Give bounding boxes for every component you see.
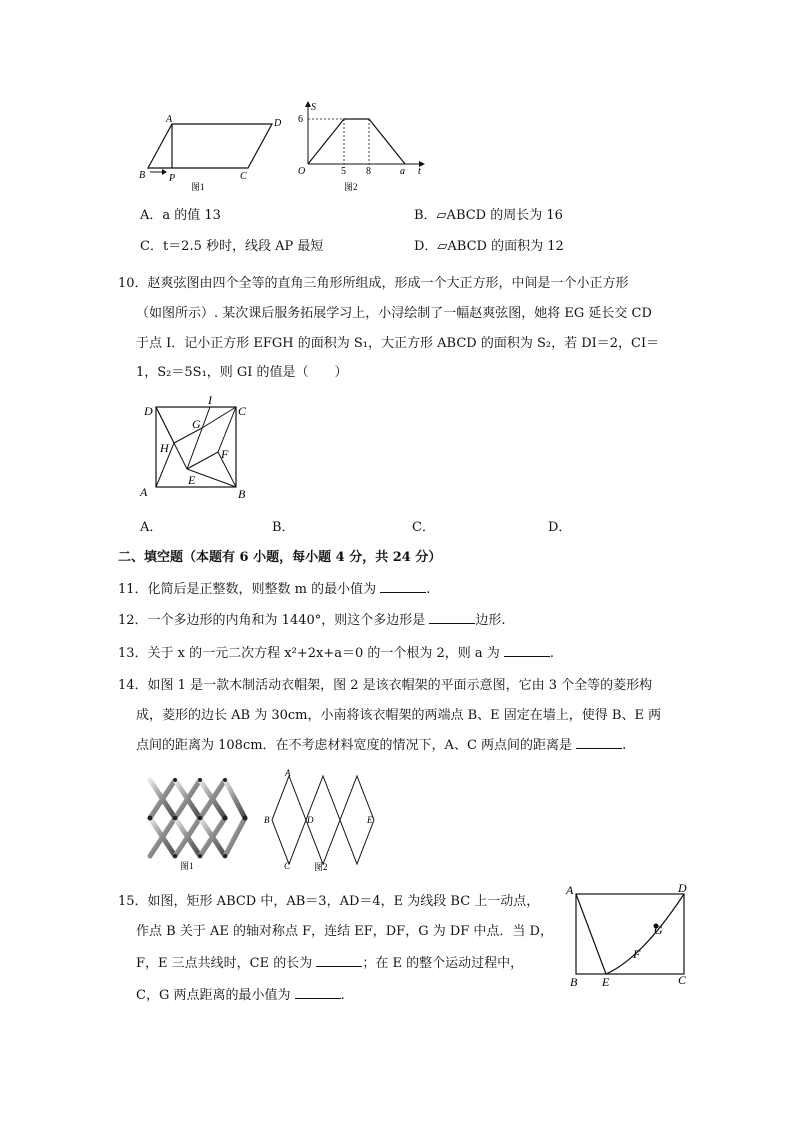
q11-blank bbox=[380, 580, 426, 593]
caption: 图2 bbox=[314, 862, 328, 872]
label-c: C bbox=[238, 404, 247, 418]
label-d: D bbox=[144, 404, 153, 418]
label-6: 6 bbox=[298, 114, 303, 125]
label-h: H bbox=[160, 441, 169, 455]
q15-line-3-rest: ；在 E 的整个运动过程中， bbox=[362, 956, 524, 971]
rectangle-abcd bbox=[576, 894, 684, 974]
q14-line-3 bbox=[136, 736, 626, 756]
label-b: B bbox=[570, 975, 578, 988]
q15-line-4 bbox=[136, 986, 345, 1006]
q10-option-d: D． bbox=[548, 520, 572, 535]
label-c: C bbox=[678, 973, 687, 987]
q14-end: . bbox=[622, 738, 627, 753]
label-f: F bbox=[221, 447, 229, 461]
label-a: a bbox=[400, 166, 405, 177]
parallelogram-abcd bbox=[148, 124, 272, 168]
q14-figure-1 bbox=[140, 770, 260, 870]
label-o: O bbox=[298, 166, 306, 177]
label-a: A bbox=[140, 485, 148, 499]
label-a: A bbox=[285, 768, 291, 778]
q14-line-3-text: 点间的距离为 108cm．在不考虑材料宽度的情况下，A、C 两点间的距离是 bbox=[136, 738, 577, 753]
q12 bbox=[118, 611, 506, 631]
caption: 图1 bbox=[180, 861, 194, 870]
label-e: E bbox=[602, 975, 610, 988]
q10-option-a: A． bbox=[140, 520, 163, 535]
q12-end: 边形. bbox=[475, 613, 506, 628]
q15-figure bbox=[562, 880, 702, 988]
label-g: G bbox=[192, 417, 201, 431]
q15-end: . bbox=[340, 988, 345, 1003]
label-c: C bbox=[240, 171, 247, 182]
line-cg bbox=[202, 407, 236, 428]
q11 bbox=[118, 580, 430, 600]
label-b: B bbox=[139, 170, 146, 181]
q14-figure-2 bbox=[262, 768, 382, 872]
path-ef-fd bbox=[606, 894, 684, 974]
q9-option-a: A．a 的值 13 bbox=[140, 208, 221, 223]
q14-blank bbox=[576, 736, 622, 749]
q15-blank-2 bbox=[295, 986, 341, 999]
q10-line-4: 1，S₂＝5S₁，则 GI 的值是（ ） bbox=[136, 365, 348, 380]
label-c: C bbox=[284, 861, 291, 871]
section-heading: 二、填空题（本题有 6 小题，每小题 4 分，共 24 分） bbox=[118, 550, 442, 565]
label-s: S bbox=[311, 102, 316, 113]
caption: 图2 bbox=[344, 182, 358, 192]
label-i: I bbox=[208, 393, 212, 407]
q10-figure bbox=[136, 392, 256, 504]
q13 bbox=[118, 644, 554, 664]
q9-option-d: D．▱ABCD 的面积为 12 bbox=[414, 239, 564, 254]
q15-line-1: 15．如图，矩形 ABCD 中，AB＝3，AD＝4，E 为线段 BC 上一动点， bbox=[118, 894, 540, 909]
caption: 图1 bbox=[191, 182, 205, 192]
q14-line-1: 14．如图 1 是一款木制活动衣帽架，图 2 是该衣帽架的平面示意图，它由 3 个全等的菱形构 bbox=[118, 678, 653, 693]
q14-line-2: 成，菱形的边长 AB 为 30cm，小南将该衣帽架的两端点 B、E 固定在墙上，使得 B、E 两 bbox=[136, 708, 662, 723]
label-8: 8 bbox=[366, 166, 371, 177]
q9-figure-1 bbox=[136, 108, 296, 193]
q13-blank bbox=[504, 644, 550, 657]
label-a: A bbox=[566, 883, 574, 897]
q15-line-3 bbox=[136, 954, 523, 974]
q9-option-c: C．t＝2.5 秒时，线段 AP 最短 bbox=[140, 239, 324, 254]
label-t: t bbox=[418, 166, 421, 177]
q11-end: . bbox=[426, 582, 431, 597]
label-f: F bbox=[633, 947, 641, 961]
segment-ae bbox=[576, 894, 606, 974]
q10-option-c: C． bbox=[412, 520, 435, 535]
q15-line-4-text: C，G 两点距离的最小值为 bbox=[136, 988, 295, 1003]
q15-blank-1 bbox=[316, 954, 362, 967]
q9-figure-2 bbox=[292, 100, 432, 195]
q13-text: 13．关于 x 的一元二次方程 x²+2x+a＝0 的一个根为 2，则 a 为 bbox=[118, 646, 504, 661]
label-p: P bbox=[169, 173, 176, 184]
q10-line-2: （如图所示）. 某次课后服务拓展学习上，小浔绘制了一幅赵爽弦图，她将 EG 延长交 CD bbox=[136, 306, 652, 321]
line-dh bbox=[156, 407, 174, 443]
label-e: E bbox=[367, 815, 373, 825]
line-ef bbox=[187, 452, 218, 469]
label-g: G bbox=[654, 923, 663, 937]
q15-line-3-text: F，E 三点共线时，CE 的长为 bbox=[136, 956, 317, 971]
label-b: B bbox=[264, 815, 270, 825]
arrow-head bbox=[162, 169, 167, 175]
q12-blank bbox=[429, 611, 475, 624]
q10-line-3: 于点 I．记小正方形 EFGH 的面积为 S₁，大正方形 ABCD 的面积为 S₂，若 DI＝2，CI＝ bbox=[136, 336, 660, 351]
q11-text: 11．化简后是正整数，则整数 m 的最小值为 bbox=[118, 582, 381, 597]
rhombus-1 bbox=[272, 776, 306, 864]
line-fc bbox=[218, 407, 236, 452]
graph-line bbox=[308, 119, 405, 164]
q12-text: 12．一个多边形的内角和为 1440°，则这个多边形是 bbox=[118, 613, 430, 628]
label-e: E bbox=[188, 473, 196, 487]
label-b: B bbox=[238, 487, 246, 501]
q10-line-1: 10．赵爽弦图由四个全等的直角三角形所组成，形成一个大正方形，中间是一个小正方形 bbox=[118, 276, 629, 291]
label-a: A bbox=[166, 114, 173, 125]
label-d: D bbox=[307, 815, 314, 825]
q9-option-b: B．▱ABCD 的周长为 16 bbox=[414, 208, 563, 223]
label-5: 5 bbox=[341, 166, 346, 177]
q15-line-2: 作点 B 关于 AE 的轴对称点 F，连结 EF，DF，G 为 DF 中点．当 D， bbox=[136, 924, 553, 939]
q10-option-b: B． bbox=[272, 520, 295, 535]
q13-end: . bbox=[549, 646, 555, 661]
label-d: D bbox=[678, 881, 687, 895]
label-d: D bbox=[274, 118, 282, 129]
